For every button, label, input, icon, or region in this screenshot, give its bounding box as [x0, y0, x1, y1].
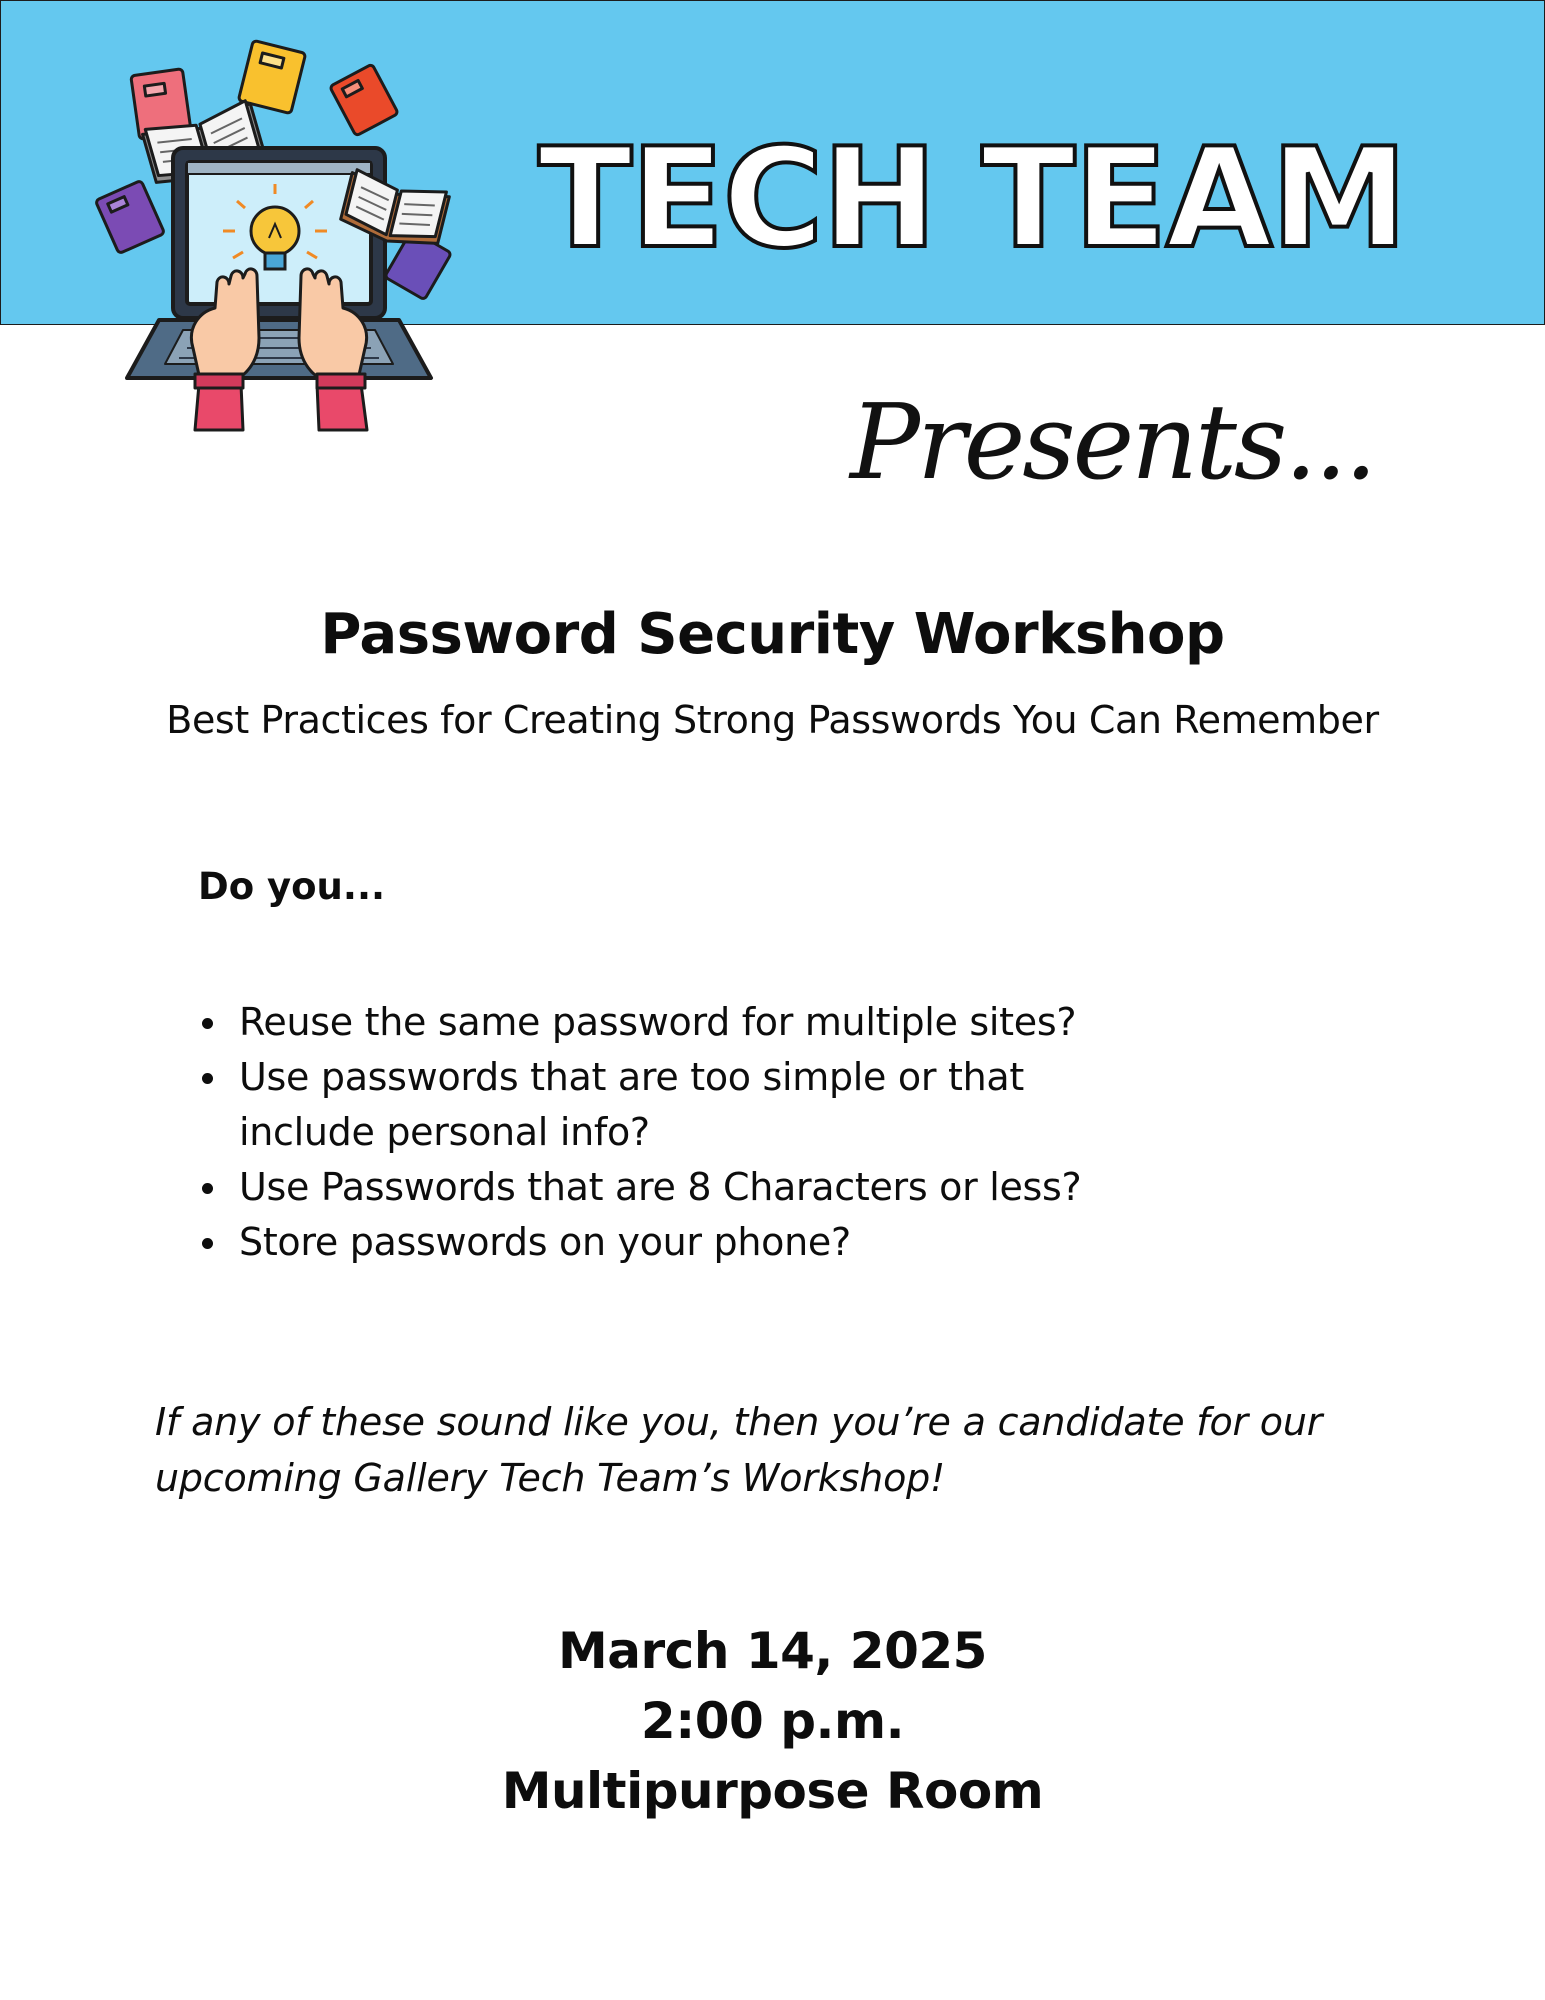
laptop-keyboard	[127, 320, 431, 378]
question-list	[198, 995, 1198, 1270]
workshop-title: Password Security Workshop	[320, 602, 1225, 667]
presents-script-text	[830, 360, 1375, 530]
event-date: March 14, 2025	[558, 1622, 987, 1680]
presents-text: Presents...	[850, 381, 1375, 503]
book-icon	[330, 64, 399, 136]
list-item: Use Passwords that are 8 Characters or less?	[198, 1160, 1198, 1215]
call-to-action: If any of these sound like you, then you’re a candidate for our upcoming Gallery Tech Team’s Workshop!	[155, 1400, 1323, 1500]
event-time: 2:00 p.m.	[640, 1692, 905, 1750]
event-details	[0, 1616, 1545, 1826]
list-item: Reuse the same password for multiple sites?	[198, 995, 1198, 1050]
book-icon	[238, 40, 305, 113]
workshop-subtitle: Best Practices for Creating Strong Passwords You Can Remember	[166, 698, 1379, 742]
laptop-with-books-and-lightbulb-icon	[95, 38, 475, 430]
list-item: Store passwords on your phone?	[198, 1215, 1198, 1270]
questions-intro: Do you...	[198, 865, 386, 908]
event-location: Multipurpose Room	[501, 1762, 1044, 1820]
list-item: Use passwords that are too simple or that include personal info?	[198, 1050, 1099, 1160]
book-icon	[95, 180, 164, 253]
banner-title: TECH TEAM	[538, 118, 1406, 279]
